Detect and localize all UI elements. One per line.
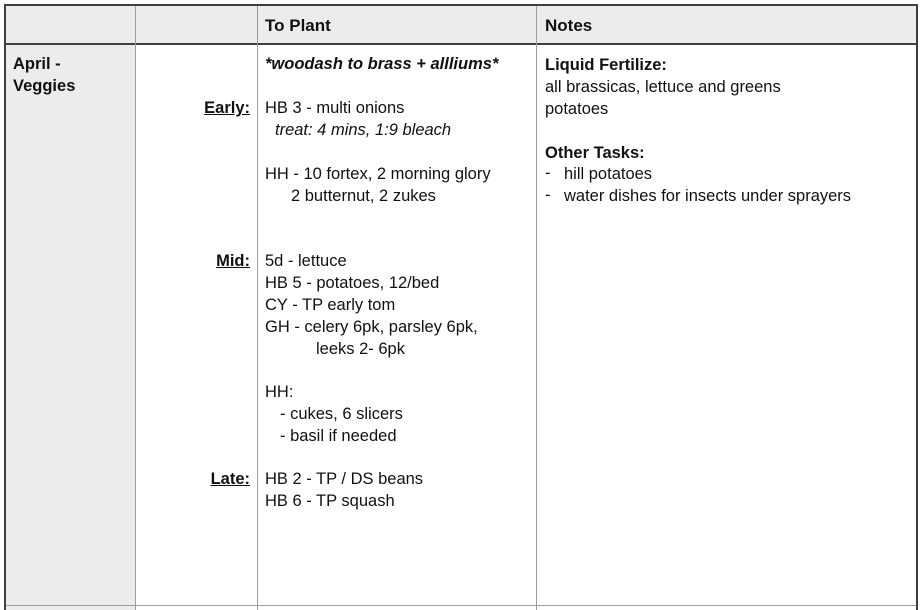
row-label-line-1: April -	[13, 55, 61, 73]
task-bullet: -	[545, 186, 551, 204]
table-right-border	[916, 4, 918, 610]
task-bullet: -	[545, 164, 551, 182]
header-bottom-border	[4, 43, 918, 45]
table-top-border	[4, 4, 918, 6]
task-item: hill potatoes	[564, 165, 653, 183]
table-left-border	[4, 4, 6, 610]
early-line: HH - 10 fortex, 2 morning glory	[265, 165, 491, 183]
header-notes: Notes	[545, 16, 593, 35]
mid-line: 5d - lettuce	[265, 252, 347, 270]
mid-line: HH:	[265, 383, 294, 401]
row-bottom-border	[4, 605, 918, 606]
task-item: water dishes for insects under sprayers	[564, 187, 852, 205]
early-line: 2 butternut, 2 zukes	[291, 187, 436, 205]
notes-tasks-heading: Other Tasks:	[545, 144, 645, 162]
column-divider-3	[536, 6, 537, 610]
mid-line: leeks 2- 6pk	[316, 340, 405, 358]
late-line: HB 2 - TP / DS beans	[265, 470, 424, 488]
early-line: HB 3 - multi onions	[265, 99, 405, 117]
mid-line: HB 5 - potatoes, 12/bed	[265, 274, 440, 292]
plant-title-note: *woodash to brass + allliums*	[265, 55, 499, 73]
column-divider-1	[135, 6, 136, 610]
early-line: treat: 4 mins, 1:9 bleach	[275, 121, 452, 139]
notes-fertilize-heading: Liquid Fertilize:	[545, 56, 667, 74]
row-label-line-2: Veggies	[13, 77, 76, 95]
notes-fertilize-line: all brassicas, lettuce and greens	[545, 78, 781, 96]
mid-line: CY - TP early tom	[265, 296, 396, 314]
late-line: HB 6 - TP squash	[265, 492, 395, 510]
mid-line: - basil if needed	[280, 427, 397, 445]
period-label-mid: Mid:	[216, 252, 250, 270]
header-row-shading	[135, 6, 917, 44]
mid-line: - cukes, 6 slicers	[280, 405, 403, 423]
period-label-late: Late:	[210, 470, 250, 488]
notes-fertilize-line: potatoes	[545, 100, 609, 118]
column-divider-2	[257, 6, 258, 610]
period-label-early: Early:	[204, 99, 250, 117]
mid-line: GH - celery 6pk, parsley 6pk,	[265, 318, 478, 336]
header-to-plant: To Plant	[265, 16, 331, 35]
